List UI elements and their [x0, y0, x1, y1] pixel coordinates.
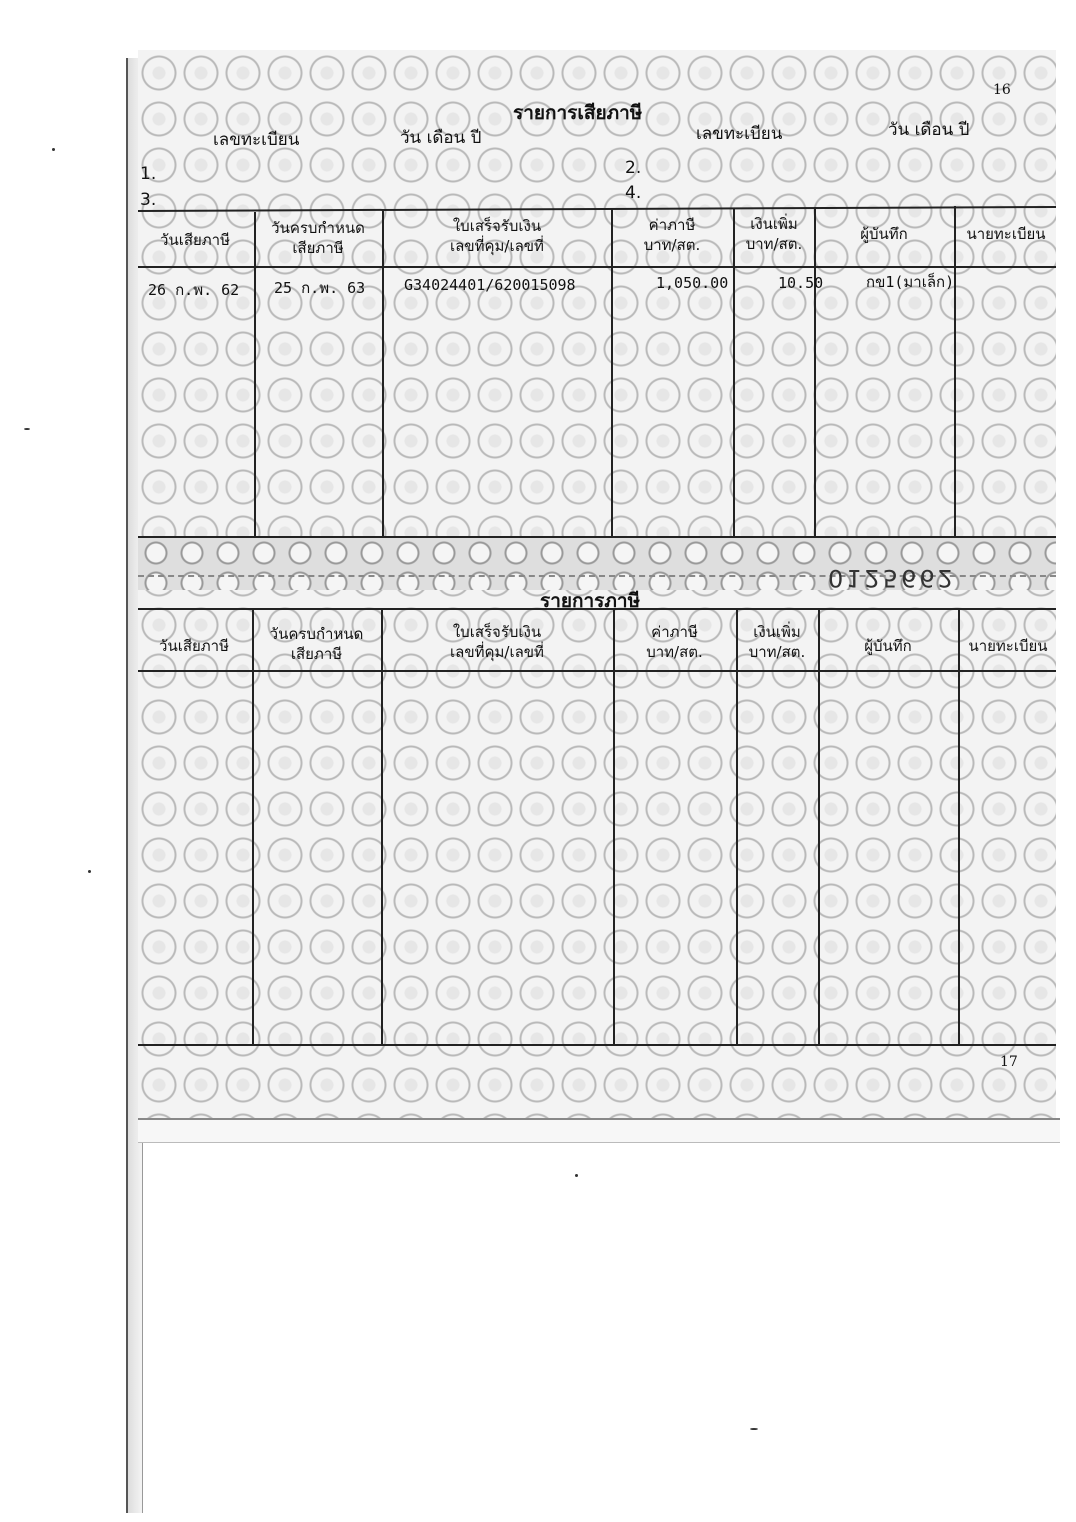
scan-speck — [750, 1428, 758, 1430]
col-header-registrar: นายทะเบียน — [966, 225, 1046, 243]
col-header-recorder: ผู้บันทึก — [864, 637, 912, 655]
col-header-paid-date: วันเสียภาษี — [159, 637, 229, 655]
col-header-due-date: วันครบกำหนด เสียภาษี — [269, 625, 364, 663]
col-header-surcharge: เงินเพิ่ม บาท/สต. — [748, 623, 806, 661]
col-header-tax: ค่าภาษี บาท/สต. — [646, 623, 703, 661]
plate-slot-1: 1. — [140, 164, 157, 184]
plate-slot-3: 3. — [140, 190, 157, 210]
page-edge — [138, 1118, 1060, 1143]
cell-surcharge: 10.50 — [778, 274, 824, 292]
date-label-right: วัน เดือน ปี — [888, 120, 970, 140]
passbook-page — [138, 50, 1056, 1118]
cell-recorder: กข1(มาเล็ก) — [866, 273, 955, 291]
page-number-bottom: 17 — [1000, 1054, 1018, 1070]
serial-number: 0125662 — [828, 564, 956, 592]
scan-speck — [52, 148, 55, 151]
cell-tax: 1,050.00 — [656, 274, 729, 292]
scan-speck — [88, 870, 91, 873]
section-title-tax-records: รายการภาษี — [540, 590, 641, 612]
col-header-recorder: ผู้บันทึก — [860, 225, 908, 243]
cell-due-date: 25 ก.พ. 63 — [274, 279, 366, 297]
col-header-due-date: วันครบกำหนด เสียภาษี — [271, 219, 365, 257]
cell-receipt: G34024401/620015098 — [404, 276, 576, 294]
section-title-tax-payments: รายการเสียภาษี — [513, 102, 643, 124]
scan-speck — [24, 428, 30, 430]
page-number-top: 16 — [993, 82, 1011, 98]
plate-slot-4: 4. — [625, 183, 642, 203]
plate-label-right: เลขทะเบียน — [696, 124, 783, 144]
scan-speck — [575, 1174, 578, 1177]
cell-paid-date: 26 ก.พ. 62 — [148, 281, 240, 299]
col-header-paid-date: วันเสียภาษี — [160, 231, 230, 249]
date-label-left: วัน เดือน ปี — [400, 128, 482, 148]
col-header-surcharge: เงินเพิ่ม บาท/สต. — [745, 215, 803, 253]
col-header-receipt: ใบเสร็จรับเงิน เลขที่คุม/เลขที่ — [450, 217, 544, 255]
col-header-tax: ค่าภาษี บาท/สต. — [643, 216, 701, 254]
plate-slot-2: 2. — [625, 158, 642, 178]
plate-label-left: เลขทะเบียน — [213, 130, 300, 150]
col-header-registrar: นายทะเบียน — [968, 637, 1048, 655]
col-header-receipt: ใบเสร็จรับเงิน เลขที่คุม/เลขที่ — [450, 623, 544, 661]
